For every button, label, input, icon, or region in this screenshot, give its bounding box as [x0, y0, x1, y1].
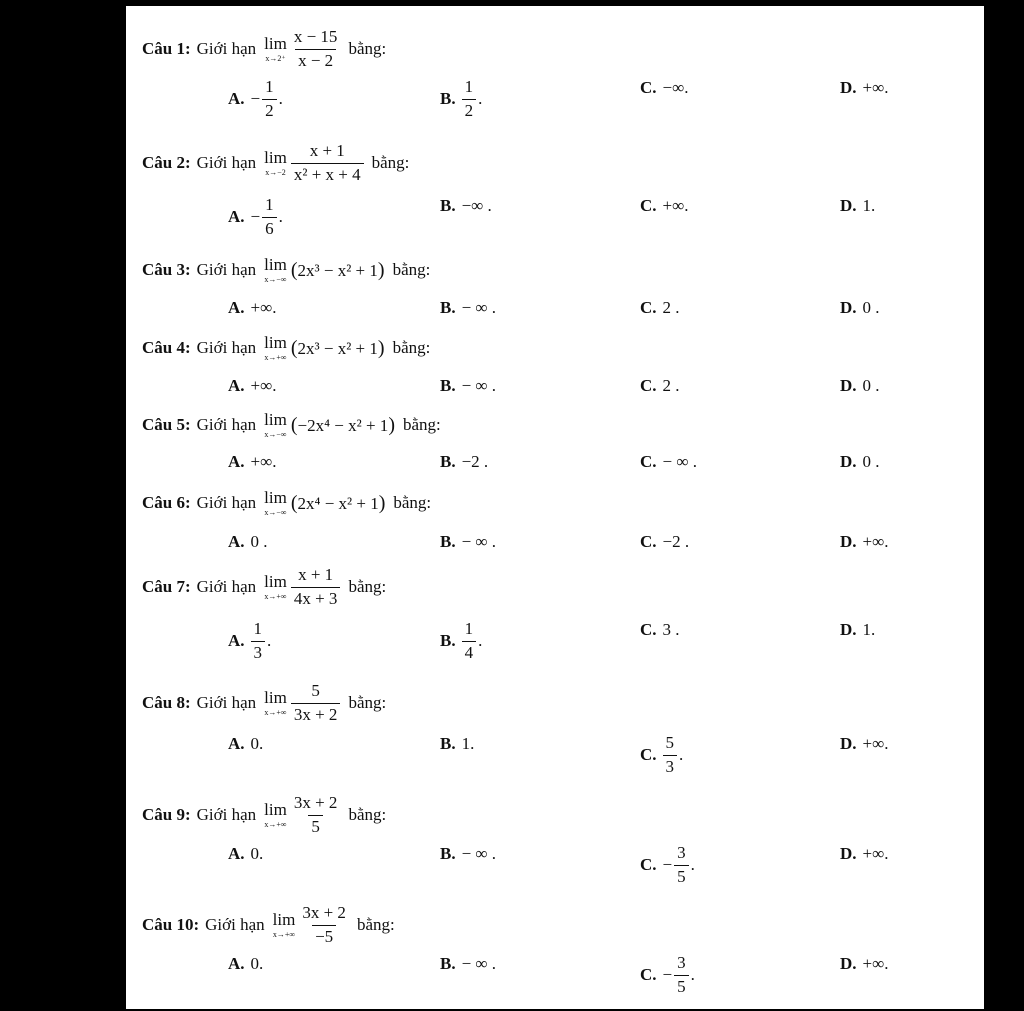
answer-option[interactable]: [640, 844, 695, 886]
option-value-fraction: [674, 954, 689, 996]
option-value-numerator: 1: [253, 619, 263, 638]
lim-word: lim: [264, 34, 287, 54]
option-letter: A.: [228, 89, 245, 109]
answer-option[interactable]: [640, 954, 695, 996]
option-value: −∞.: [662, 78, 689, 97]
option-value-denominator: 2: [462, 99, 477, 121]
option-value-denominator: 6: [262, 217, 277, 239]
option-value-numerator: 1: [464, 619, 474, 638]
right-paren: ): [377, 336, 385, 359]
option-letter: A.: [228, 452, 245, 471]
option-letter: C.: [640, 532, 657, 551]
answer-option[interactable]: [640, 452, 697, 472]
polynomial-expression: 2x³ − x² + 1: [297, 338, 378, 358]
answer-option[interactable]: [228, 620, 271, 662]
answer-option[interactable]: [228, 954, 263, 974]
option-letter: D.: [840, 196, 857, 215]
answer-option[interactable]: [228, 78, 283, 120]
limit-expression-denominator: x² + x + 4: [291, 163, 364, 185]
option-value: +∞.: [250, 298, 277, 317]
option-value-fraction: [674, 844, 689, 886]
option-value: 0 .: [250, 532, 268, 551]
option-letter: B.: [440, 452, 456, 471]
answer-option[interactable]: [440, 954, 496, 974]
limit-expression-numerator: x + 1: [298, 565, 334, 584]
limit-expression-numerator: 5: [311, 681, 320, 700]
lim-word: lim: [272, 910, 296, 930]
question-stem: [142, 904, 395, 946]
limit-operator: [264, 689, 287, 717]
limit-expression-numerator: 3x + 2: [302, 903, 346, 922]
option-letter: B.: [440, 844, 456, 863]
option-letter: A.: [228, 734, 245, 753]
option-value: −2 .: [662, 532, 690, 551]
option-letter: B.: [440, 89, 456, 109]
left-paren: (: [290, 258, 298, 281]
question-intro: Giới hạn: [196, 693, 257, 713]
option-value-denominator: 3: [251, 641, 266, 663]
option-value: 0 .: [862, 452, 880, 471]
option-value: +∞.: [250, 376, 277, 395]
option-value-denominator: 3: [663, 755, 678, 777]
option-value: +∞.: [862, 734, 889, 753]
option-letter: A.: [228, 376, 245, 395]
question-intro: Giới hạn: [196, 415, 257, 434]
question-tail: bằng:: [392, 338, 431, 357]
limit-expression-numerator: x − 15: [293, 27, 338, 46]
answer-option[interactable]: [640, 734, 683, 776]
left-paren: (: [290, 336, 298, 359]
option-value-fraction: [262, 78, 277, 120]
option-value-denominator: 5: [674, 865, 689, 887]
polynomial-expression: −2x⁴ − x² + 1: [297, 415, 389, 435]
limit-operator: [264, 35, 287, 63]
question-stem: [142, 256, 430, 284]
left-paren: (: [290, 413, 298, 436]
limit-expression: [291, 259, 385, 282]
left-paren: (: [290, 491, 298, 514]
option-letter: B.: [440, 631, 456, 651]
answer-option[interactable]: [840, 620, 875, 640]
limit-expression-fraction: [291, 28, 341, 70]
question-stem: [142, 411, 441, 439]
option-letter: C.: [640, 376, 657, 395]
option-value-numerator: 1: [464, 77, 474, 96]
question-tail: bằng:: [371, 153, 410, 173]
option-letter: A.: [228, 631, 245, 651]
question-stem: [142, 334, 430, 362]
option-letter: C.: [640, 196, 657, 215]
question-tail: bằng:: [392, 260, 431, 279]
question-tail: bằng:: [348, 805, 387, 825]
question-tail: bằng:: [356, 915, 395, 935]
period: .: [679, 745, 684, 765]
answer-option[interactable]: [840, 452, 880, 472]
worksheet-page: [126, 6, 984, 1009]
option-value-denominator: 5: [674, 975, 689, 997]
option-value-numerator: 1: [265, 77, 274, 96]
limit-expression-fraction: [291, 142, 364, 184]
polynomial-expression: 2x⁴ − x² + 1: [297, 493, 379, 513]
answer-option[interactable]: [840, 954, 889, 974]
answer-option[interactable]: [440, 78, 482, 120]
answer-option[interactable]: [228, 376, 277, 396]
option-value-numerator: 5: [665, 733, 675, 752]
lim-subscript: x→+∞: [264, 708, 287, 718]
option-value: 1.: [461, 734, 475, 753]
question-intro: Giới hạn: [196, 260, 257, 279]
question-stem: [142, 682, 386, 724]
period: .: [278, 89, 283, 109]
question-stem: [142, 566, 386, 608]
lim-subscript: x→+∞: [264, 820, 287, 830]
question-intro: Giới hạn: [196, 39, 257, 59]
option-value: +∞.: [662, 196, 689, 215]
option-value: +∞.: [862, 532, 889, 551]
option-value: 2 .: [662, 376, 680, 395]
answer-option[interactable]: [228, 532, 268, 552]
question-label: Câu 8:: [142, 693, 191, 713]
option-letter: A.: [228, 844, 245, 863]
answer-option[interactable]: [440, 376, 496, 396]
limit-expression: [291, 337, 385, 360]
limit-expression-fraction: [291, 682, 341, 724]
option-letter: B.: [440, 954, 456, 973]
question-intro: Giới hạn: [205, 915, 265, 935]
right-paren: ): [388, 413, 395, 436]
question-label: Câu 9:: [142, 805, 191, 825]
limit-operator: [264, 801, 287, 829]
lim-subscript: x→−∞: [264, 430, 287, 439]
option-letter: C.: [640, 620, 657, 639]
question-tail: bằng:: [348, 577, 387, 597]
question-label: Câu 7:: [142, 577, 191, 597]
question-stem: [142, 28, 386, 70]
limit-operator: [264, 573, 287, 601]
answer-option[interactable]: [640, 196, 689, 216]
option-value: +∞.: [862, 844, 889, 863]
question-tail: bằng:: [402, 415, 441, 434]
option-value: 0 .: [862, 376, 880, 395]
option-value: 1.: [862, 196, 876, 215]
right-paren: ): [377, 258, 385, 281]
answer-option[interactable]: [840, 196, 875, 216]
question-intro: Giới hạn: [196, 493, 257, 512]
option-letter: D.: [840, 376, 857, 395]
option-letter: D.: [840, 734, 857, 753]
lim-subscript: x→−∞: [264, 275, 287, 284]
limit-operator: [273, 911, 296, 939]
lim-word: lim: [264, 148, 287, 168]
limit-operator: [264, 411, 287, 439]
lim-subscript: x→+∞: [264, 353, 287, 362]
limit-expression-fraction: [291, 566, 341, 608]
limit-expression-fraction: [291, 794, 341, 836]
question-label: Câu 3:: [142, 260, 191, 279]
lim-word: lim: [264, 255, 287, 274]
answer-option[interactable]: [228, 844, 263, 864]
option-letter: B.: [440, 196, 456, 215]
lim-subscript: x→2⁺: [265, 54, 286, 64]
option-value-numerator: 3: [677, 953, 686, 972]
option-letter: D.: [840, 844, 857, 863]
lim-subscript: x→−∞: [264, 508, 287, 517]
lim-word: lim: [264, 410, 287, 429]
lim-word: lim: [264, 488, 287, 507]
question-label: Câu 6:: [142, 493, 191, 512]
question-intro: Giới hạn: [196, 153, 257, 173]
answer-option[interactable]: [840, 734, 889, 754]
option-letter: D.: [840, 452, 857, 471]
option-value: 0.: [250, 734, 264, 753]
answer-option[interactable]: [228, 734, 263, 754]
question-intro: Giới hạn: [196, 338, 257, 357]
question-tail: bằng:: [348, 693, 387, 713]
option-letter: B.: [440, 298, 456, 317]
answer-option[interactable]: [440, 734, 474, 754]
option-value: − ∞ .: [461, 532, 497, 551]
option-letter: D.: [840, 620, 857, 639]
answer-option[interactable]: [440, 196, 492, 216]
question-label: Câu 4:: [142, 338, 191, 357]
limit-expression-denominator: 3x + 2: [291, 703, 341, 725]
option-letter: D.: [840, 78, 857, 97]
answer-option[interactable]: [840, 376, 880, 396]
option-value: +∞.: [862, 78, 889, 97]
option-letter: B.: [440, 734, 456, 753]
option-value-denominator: 2: [262, 99, 277, 121]
option-letter: C.: [640, 965, 657, 985]
question-stem: [142, 142, 409, 184]
limit-expression-denominator: 4x + 3: [291, 587, 341, 609]
answer-option[interactable]: [640, 376, 680, 396]
option-value-fraction: [251, 620, 266, 662]
option-letter: A.: [228, 954, 245, 973]
polynomial-expression: 2x³ − x² + 1: [297, 260, 378, 280]
limit-expression-denominator: −5: [312, 925, 336, 947]
option-letter: B.: [440, 376, 456, 395]
option-letter: C.: [640, 855, 657, 875]
option-value: − ∞ .: [461, 954, 497, 973]
option-value: +∞.: [862, 954, 889, 973]
question-tail: bằng:: [393, 493, 432, 512]
answer-option[interactable]: [440, 844, 496, 864]
option-value: −2 .: [461, 452, 489, 471]
option-letter: B.: [440, 532, 456, 551]
lim-subscript: x→−2: [265, 168, 286, 178]
period: .: [690, 965, 695, 985]
option-value: − ∞ .: [461, 298, 497, 317]
option-value-denominator: 4: [462, 641, 477, 663]
option-sign: −: [662, 965, 673, 985]
answer-option[interactable]: [640, 78, 689, 98]
option-sign: −: [250, 89, 261, 109]
limit-operator: [264, 334, 287, 362]
period: .: [478, 89, 483, 109]
option-letter: D.: [840, 298, 857, 317]
option-value-fraction: [462, 78, 477, 120]
option-value: 3 .: [662, 620, 680, 639]
period: .: [690, 855, 695, 875]
option-letter: C.: [640, 745, 657, 765]
option-sign: −: [662, 855, 673, 875]
option-letter: A.: [228, 207, 245, 227]
option-letter: C.: [640, 298, 657, 317]
lim-subscript: x→+∞: [264, 592, 287, 602]
question-intro: Giới hạn: [196, 577, 257, 597]
option-value: − ∞ .: [461, 376, 497, 395]
answer-option[interactable]: [640, 620, 680, 640]
question-intro: Giới hạn: [196, 805, 257, 825]
question-label: Câu 2:: [142, 153, 191, 173]
option-value: − ∞ .: [662, 452, 697, 471]
answer-option[interactable]: [640, 298, 680, 318]
option-value-fraction: [663, 734, 678, 776]
option-letter: D.: [840, 532, 857, 551]
right-paren: ): [378, 491, 386, 514]
limit-expression-numerator: 3x + 2: [293, 793, 338, 812]
answer-option[interactable]: [840, 844, 889, 864]
option-letter: C.: [640, 78, 657, 97]
period: .: [278, 207, 283, 227]
answer-option[interactable]: [640, 532, 689, 552]
option-value-numerator: 3: [677, 843, 686, 862]
answer-option[interactable]: [440, 298, 496, 318]
option-value: 1.: [862, 620, 876, 639]
answer-option[interactable]: [440, 532, 496, 552]
question-stem: [142, 489, 431, 517]
option-value-fraction: [462, 620, 477, 662]
answer-option[interactable]: [840, 298, 880, 318]
limit-expression-numerator: x + 1: [309, 141, 345, 160]
option-letter: C.: [640, 452, 657, 471]
lim-word: lim: [264, 688, 287, 708]
limit-expression: [291, 414, 395, 437]
answer-option[interactable]: [840, 78, 889, 98]
question-stem: [142, 794, 386, 836]
option-letter: A.: [228, 532, 245, 551]
option-letter: A.: [228, 298, 245, 317]
option-value: 0.: [250, 844, 264, 863]
option-sign: −: [250, 207, 261, 227]
answer-option[interactable]: [440, 452, 488, 472]
question-tail: bằng:: [348, 39, 387, 59]
lim-word: lim: [264, 800, 287, 820]
period: .: [478, 631, 483, 651]
question-label: Câu 1:: [142, 39, 191, 59]
limit-operator: [264, 149, 287, 177]
option-value: +∞.: [250, 452, 277, 471]
answer-option[interactable]: [228, 298, 277, 318]
period: .: [267, 631, 272, 651]
limit-expression-fraction: [299, 904, 349, 946]
lim-word: lim: [264, 572, 287, 592]
answer-option[interactable]: [840, 532, 889, 552]
answer-option[interactable]: [228, 452, 277, 472]
limit-operator: [264, 256, 287, 284]
question-label: Câu 10:: [142, 915, 200, 935]
lim-word: lim: [264, 333, 287, 352]
limit-operator: [264, 489, 287, 517]
option-value: − ∞ .: [461, 844, 497, 863]
limit-expression: [291, 492, 386, 515]
option-value: −∞ .: [461, 196, 492, 215]
limit-expression-denominator: x − 2: [295, 49, 336, 71]
answer-option[interactable]: [440, 620, 482, 662]
lim-subscript: x→+∞: [272, 930, 296, 940]
option-letter: D.: [840, 954, 857, 973]
option-value: 0.: [250, 954, 264, 973]
question-label: Câu 5:: [142, 415, 191, 434]
answer-option[interactable]: [228, 196, 283, 238]
option-value-fraction: [262, 196, 277, 238]
option-value: 0 .: [862, 298, 880, 317]
limit-expression-denominator: 5: [308, 815, 323, 837]
option-value-numerator: 1: [265, 195, 274, 214]
option-value: 2 .: [662, 298, 680, 317]
